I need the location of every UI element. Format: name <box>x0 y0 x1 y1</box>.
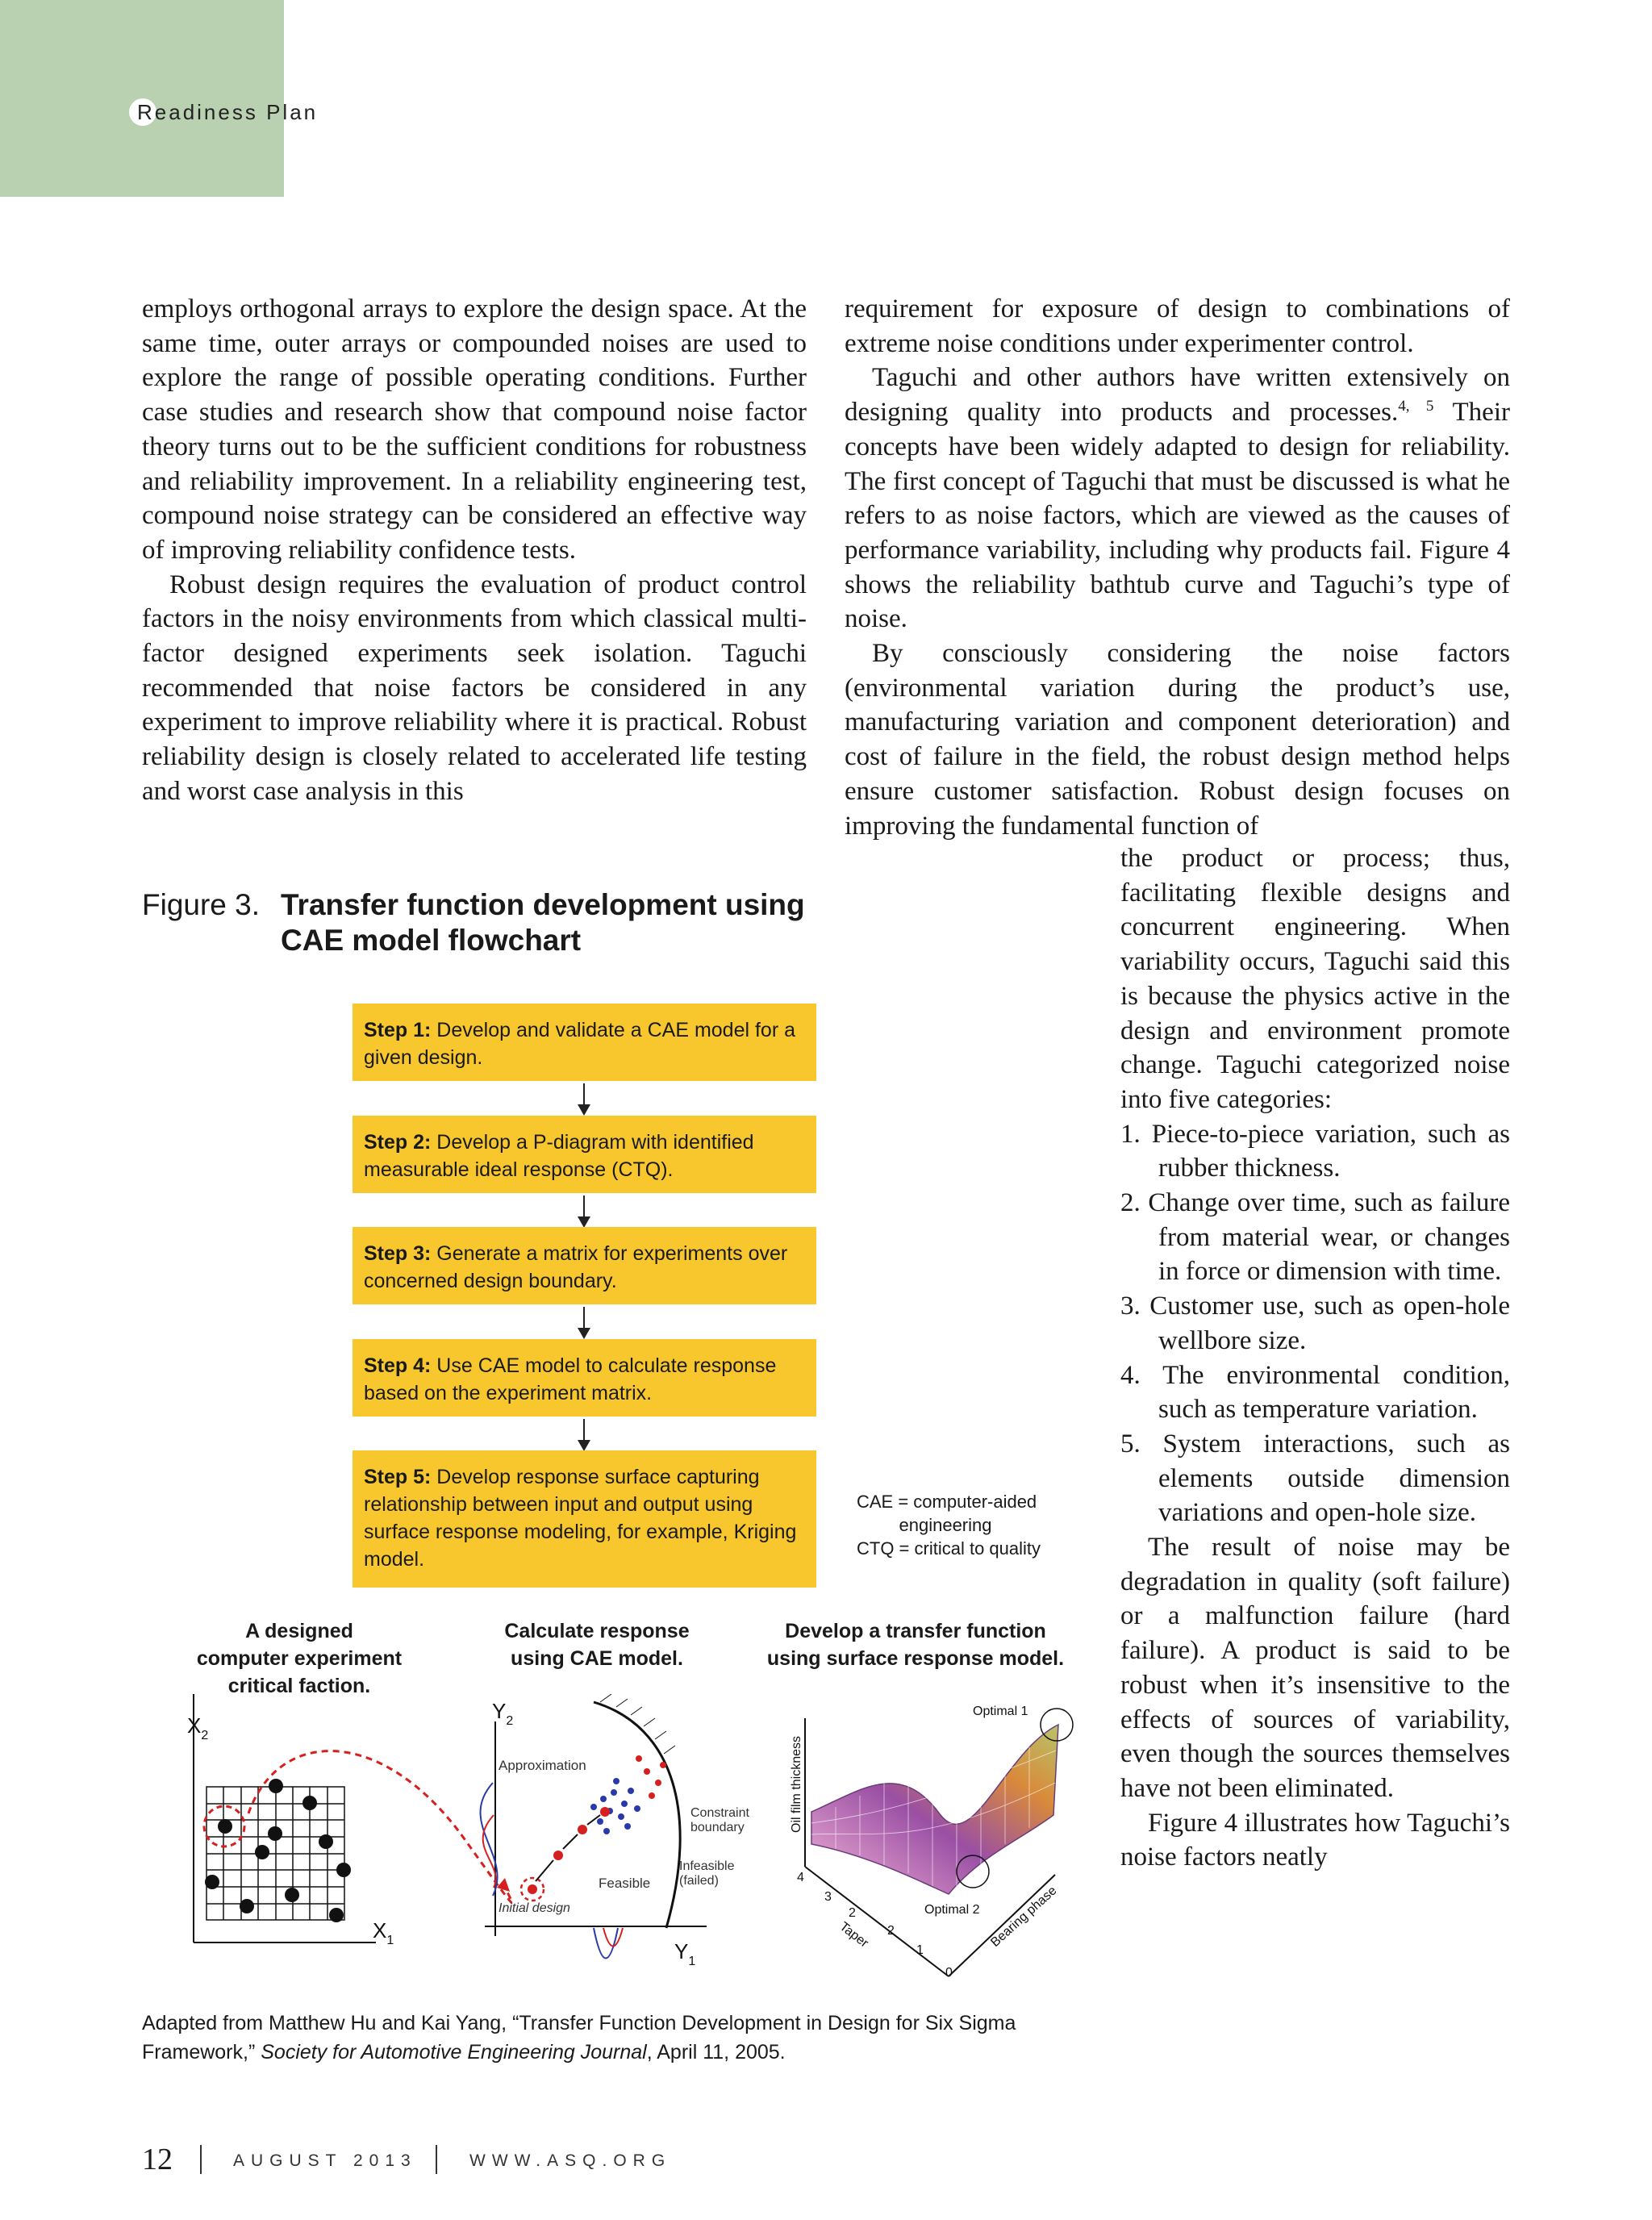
abbreviation: engineering <box>899 1515 992 1535</box>
paragraph: requirement for exposure of design to combinations of extreme noise conditions under experimenter control. <box>845 294 1510 358</box>
svg-text:0: 0 <box>945 1966 953 1980</box>
feasible-label: Feasible <box>599 1876 651 1891</box>
infeasible-label: (failed) <box>679 1874 719 1888</box>
taper-ticks <box>797 1871 953 1980</box>
bearing-phase-label: Bearing phase <box>988 1884 1060 1950</box>
response-panel <box>481 1694 750 1968</box>
website: WWW.ASQ.ORG <box>469 2151 672 2170</box>
panel-title-line: computer experiment <box>196 1647 403 1670</box>
body-column-1 <box>142 292 807 809</box>
step-label: Step 3: <box>364 1242 432 1265</box>
figure-title-line: CAE model flowchart <box>281 924 582 957</box>
paragraph <box>845 361 1510 636</box>
figure-caption <box>142 2009 1070 2067</box>
figure-title-text <box>281 887 861 958</box>
panel-title-line: using CAE model. <box>511 1647 683 1670</box>
svg-text:3: 3 <box>824 1890 832 1904</box>
list-item: 1. Piece-to-piece variation, such as rubber thickness. <box>1120 1119 1510 1183</box>
flow-step-4 <box>353 1339 816 1417</box>
design-points <box>205 1779 351 1922</box>
svg-text:4: 4 <box>797 1871 804 1884</box>
panel-title-line: using surface response model. <box>766 1647 1065 1670</box>
list-item: 2. Change over time, such as failure from material wear, or changes in force or dimension with time. <box>1120 1188 1510 1287</box>
panel-title-line: Develop a transfer function <box>785 1620 1046 1642</box>
x2-label: $X_2$ <box>187 1713 209 1742</box>
response-surface <box>811 1725 1058 1894</box>
taper-label: Taper <box>836 1919 871 1951</box>
issue-date: AUGUST 2013 <box>233 2151 417 2170</box>
caption-journal: Society for Automotive Engineering Journal <box>261 2041 647 2064</box>
optimal-1-label: Optimal 1 <box>973 1705 1028 1718</box>
flow-arrow <box>583 1307 585 1336</box>
infeasible-label: Infeasible <box>679 1859 735 1873</box>
flow-arrow <box>583 1196 585 1225</box>
caption-text: , April 11, 2005. <box>646 2041 786 2064</box>
z-axis-label: Oil film thickness <box>790 1735 803 1833</box>
optimization-path <box>536 1807 610 1881</box>
response-surface-panel <box>790 1705 1073 1980</box>
abbreviation: CTQ = critical to quality <box>857 1538 1041 1559</box>
paragraph-text: Taguchi and other authors have written extensively on designing quality into products and processes. <box>845 363 1510 428</box>
initial-design-label: Initial design <box>499 1901 570 1915</box>
svg-text:1: 1 <box>916 1943 924 1957</box>
step-label: Step 1: <box>364 1019 432 1041</box>
footer-separator <box>436 2145 437 2174</box>
step-text: Develop a P-diagram with identified measurable ideal response (CTQ). <box>364 1131 754 1181</box>
approximation-label: Approximation <box>499 1758 586 1773</box>
svg-text:2: 2 <box>849 1906 856 1920</box>
paragraph: employs orthogonal arrays to explore the design space. At the same time, outer arrays or compounded noises are used to explore the range of possible operating conditions. Further case studies and research show that compound noise factor theory turns out to be the sufficient conditions for robustness and reliability improvement. In a reliability engineering test, compound noise strategy can be considered an effective way of improving reliability confidence tests. <box>142 294 807 565</box>
step-label: Step 5: <box>364 1466 432 1488</box>
y1-label: $Y_1$ <box>674 1939 696 1968</box>
paragraph: Figure 4 illustrates how Taguchi’s noise factors neatly <box>1120 1808 1510 1872</box>
figure-number: Figure 3. <box>142 888 261 921</box>
citation: 4, 5 <box>1398 398 1434 415</box>
experiment-grid-panel <box>187 1694 512 1947</box>
step-text: Generate a matrix for experiments over concerned design boundary. <box>364 1242 788 1292</box>
step-text: Develop response surface capturing relationship between input and output using surface response modeling, for example, Kriging model. <box>364 1466 797 1571</box>
abbreviation: CAE = computer-aided <box>857 1492 1037 1512</box>
feasible-points <box>590 1778 640 1834</box>
list-item: 3. Customer use, such as open-hole wellbore size. <box>1120 1292 1510 1355</box>
step-label: Step 4: <box>364 1354 432 1377</box>
constraint-label: boundary <box>690 1821 745 1834</box>
paragraph: The result of noise may be degradation in quality (soft failure) or a malfunction failure (hard failure). A product is said to be robust when it’s insensitive to the effects of sources of variability, even though the sources themselves have not been eliminated. <box>1120 1533 1510 1803</box>
flow-step-5 <box>353 1450 816 1588</box>
paragraph: the product or process; thus, facilitating flexible designs and concurrent engineering. When variability occurs, Taguchi said this is because the physics active in the design and environment promote change. Taguchi categorized noise into five categories: <box>1120 844 1510 1114</box>
footer-separator <box>200 2145 202 2174</box>
constraint-label: Constraint <box>690 1806 749 1820</box>
paragraph-text: Their concepts have been widely adapted to design for reliability. The first concept of Taguchi that must be discussed is what he refers to as noise factors, which are viewed as the causes of performance variability, including why products fail. Figure 4 shows the reliability bathtub curve and Taguchi’s type of noise. <box>845 398 1510 634</box>
flow-step-3 <box>353 1227 816 1304</box>
panel-title-line: A designed <box>245 1620 353 1642</box>
y2-label: $Y_2$ <box>492 1699 514 1728</box>
boundary-hatch <box>600 1694 675 1754</box>
page-number: 12 <box>142 2143 173 2176</box>
step-label: Step 2: <box>364 1131 432 1154</box>
mapping-arrow <box>248 1751 512 1904</box>
svg-text:2: 2 <box>887 1924 895 1938</box>
body-column-3 <box>1120 841 1510 1875</box>
caption-text: Adapted from Matthew Hu and Kai Yang, “Transfer Function Development in Design for Six Sigma Framework,” <box>142 2012 1016 2064</box>
flow-step-1 <box>353 1004 816 1081</box>
flow-arrow <box>583 1083 585 1112</box>
list-item: 5. System interactions, such as elements outside dimension variations and open-hole size. <box>1120 1429 1510 1528</box>
abbreviation-key <box>857 1490 1074 1560</box>
panel-title-1 <box>174 1617 424 1700</box>
flow-step-2 <box>353 1116 816 1193</box>
list-item: 4. The environmental condition, such as temperature variation. <box>1120 1360 1510 1425</box>
infeasible-points <box>636 1755 666 1799</box>
panel-title-3 <box>746 1617 1085 1672</box>
figure-title-line: Transfer function development using <box>281 888 805 921</box>
panel-title-line: critical faction. <box>227 1675 371 1697</box>
transfer-function-diagram <box>174 1694 1078 1984</box>
step-text: Use CAE model to calculate response based on the experiment matrix. <box>364 1354 777 1404</box>
section-label: Readiness Plan <box>137 100 319 124</box>
paragraph: Robust design requires the evaluation of product control factors in the noisy environments from which classical multi-factor designed experiments seek isolation. Taguchi recommended that noise factors be considered in any experiment to improve reliability where it is practical. Robust reliability design is closely related to accelerated life testing and worst case analysis in this <box>142 570 807 806</box>
step-text: Develop and validate a CAE model for a given design. <box>364 1019 796 1069</box>
initial-point <box>528 1884 537 1894</box>
body-column-2 <box>845 292 1510 843</box>
panel-title-2 <box>468 1617 726 1672</box>
paragraph: By consciously considering the noise factors (environmental variation during the product’s use, manufacturing variation and component deterioration) and cost of failure in the field, the robust design method helps ensure customer satisfaction. Robust design focuses on improving the fundamental function of <box>845 639 1510 841</box>
optimal-2-label: Optimal 2 <box>924 1903 980 1917</box>
flow-arrow <box>583 1419 585 1448</box>
x1-label: $X_1$ <box>373 1918 394 1947</box>
panel-title-line: Calculate response <box>504 1620 690 1642</box>
